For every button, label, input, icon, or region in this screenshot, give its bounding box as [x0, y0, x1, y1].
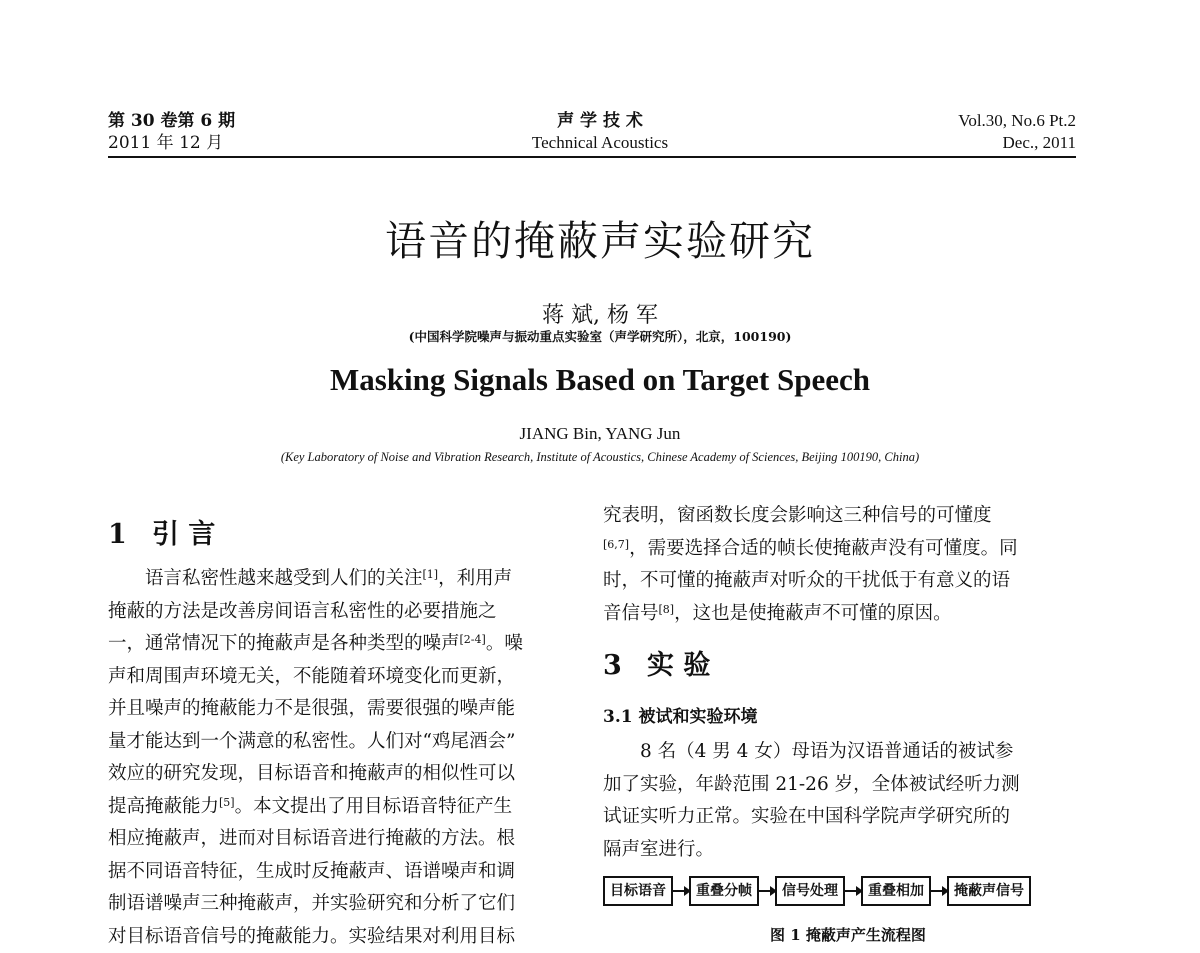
authors-en: JIANG Bin, YANG Jun: [0, 424, 1200, 444]
citation: [2-4]: [460, 633, 486, 646]
text-line: 掩蔽的方法是改善房间语言私密性的必要措施之: [108, 596, 578, 629]
affiliation-cn: (中国科学院噪声与振动重点实验室（声学研究所），北京，100190): [0, 327, 1200, 345]
citation: [8]: [659, 603, 675, 616]
citation: [1]: [423, 568, 439, 581]
text-line: 8 名（4 男 4 女）母语为汉语普通话的被试参: [603, 736, 1078, 769]
text-line: 究表明，窗函数长度会影响这三种信号的可懂度: [603, 500, 1078, 533]
text-line: 对目标语音信号的掩蔽能力。实验结果对利用目标: [108, 921, 578, 953]
title-cn: 语音的掩蔽声实验研究: [0, 208, 1200, 267]
text-line: 并且噪声的掩蔽能力不是很强，需要很强的噪声能: [108, 693, 578, 726]
section-3-heading: [603, 643, 710, 682]
text-line: 提高掩蔽能力[5]。本文提出了用目标语音特征产生: [108, 791, 578, 824]
section-title: 实 验: [647, 650, 710, 681]
authors-cn: 蒋 斌, 杨 军: [0, 298, 1200, 329]
header-date-en: Dec., 2011: [958, 132, 1076, 154]
section-number: 3: [603, 650, 647, 681]
header-journal-cn: 声 学 技 术: [450, 110, 750, 132]
affiliation-en: (Key Laboratory of Noise and Vibration Research, Institute of Acoustics, Chinese Academy of Sciences, Beijing 100190, China): [0, 450, 1200, 465]
figure-1-caption: 图 1 掩蔽声产生流程图: [603, 924, 1093, 945]
citation: [6,7]: [603, 538, 629, 551]
figure-1-flowchart: [603, 873, 1093, 909]
text-line: 制语谱噪声三种掩蔽声，并实验研究和分析了它们: [108, 888, 578, 921]
intro-paragraph: [108, 563, 578, 953]
flow-arrow-icon: [759, 890, 775, 892]
text-line: 声和周围声环境无关，不能随着环境变化而更新，: [108, 661, 578, 694]
flow-box-overlap-framing: 重叠分帧: [689, 876, 759, 906]
header-rule: [108, 156, 1076, 158]
header-date-cn: 2011 年 12 月: [108, 132, 235, 154]
header-journal-en: Technical Acoustics: [450, 132, 750, 154]
flow-arrow-icon: [673, 890, 689, 892]
section-number: 1: [108, 519, 152, 550]
text-line: 量才能达到一个满意的私密性。人们对“鸡尾酒会”: [108, 726, 578, 759]
text-line: 相应掩蔽声，进而对目标语音进行掩蔽的方法。根: [108, 823, 578, 856]
text-line: 语言私密性越来越受到人们的关注[1]，利用声: [108, 563, 578, 596]
right-paragraph-top: [603, 500, 1078, 630]
text-line: [6,7]，需要选择合适的帧长使掩蔽声没有可懂度。同: [603, 533, 1078, 566]
text-line: 音信号[8]，这也是使掩蔽声不可懂的原因。: [603, 598, 1078, 631]
title-en: Masking Signals Based on Target Speech: [0, 362, 1200, 398]
flow-box-overlap-add: 重叠相加: [861, 876, 931, 906]
flow-box-signal-processing: 信号处理: [775, 876, 845, 906]
text-line: 加了实验，年龄范围 21-26 岁，全体被试经听力测: [603, 769, 1078, 802]
header-journal: [450, 110, 750, 154]
header-vol-no: Vol.30, No.6 Pt.2: [958, 110, 1076, 132]
section-1-heading: [108, 512, 215, 551]
flow-box-masking-signal: 掩蔽声信号: [947, 876, 1031, 906]
header-volume: [108, 110, 235, 154]
section-title: 引 言: [152, 519, 215, 550]
flow-arrow-icon: [931, 890, 947, 892]
text-line: 效应的研究发现，目标语音和掩蔽声的相似性可以: [108, 758, 578, 791]
text-line: 时，不可懂的掩蔽声对听众的干扰低于有意义的语: [603, 565, 1078, 598]
text-line: 据不同语音特征，生成时反掩蔽声、语谱噪声和调: [108, 856, 578, 889]
flow-box-target-speech: 目标语音: [603, 876, 673, 906]
flow-arrow-icon: [845, 890, 861, 892]
text-line: 试证实听力正常。实验在中国科学院声学研究所的: [603, 801, 1078, 834]
header-vol-en: [958, 110, 1076, 154]
citation: [5]: [219, 796, 235, 809]
header-volume-issue: 第 30 卷第 6 期: [108, 110, 235, 132]
subsection-3-1-heading: 3.1 被试和实验环境: [603, 702, 758, 727]
subjects-paragraph: [603, 736, 1078, 866]
text-line: 隔声室进行。: [603, 834, 1078, 867]
text-line: 一，通常情况下的掩蔽声是各种类型的噪声[2-4]。噪: [108, 628, 578, 661]
